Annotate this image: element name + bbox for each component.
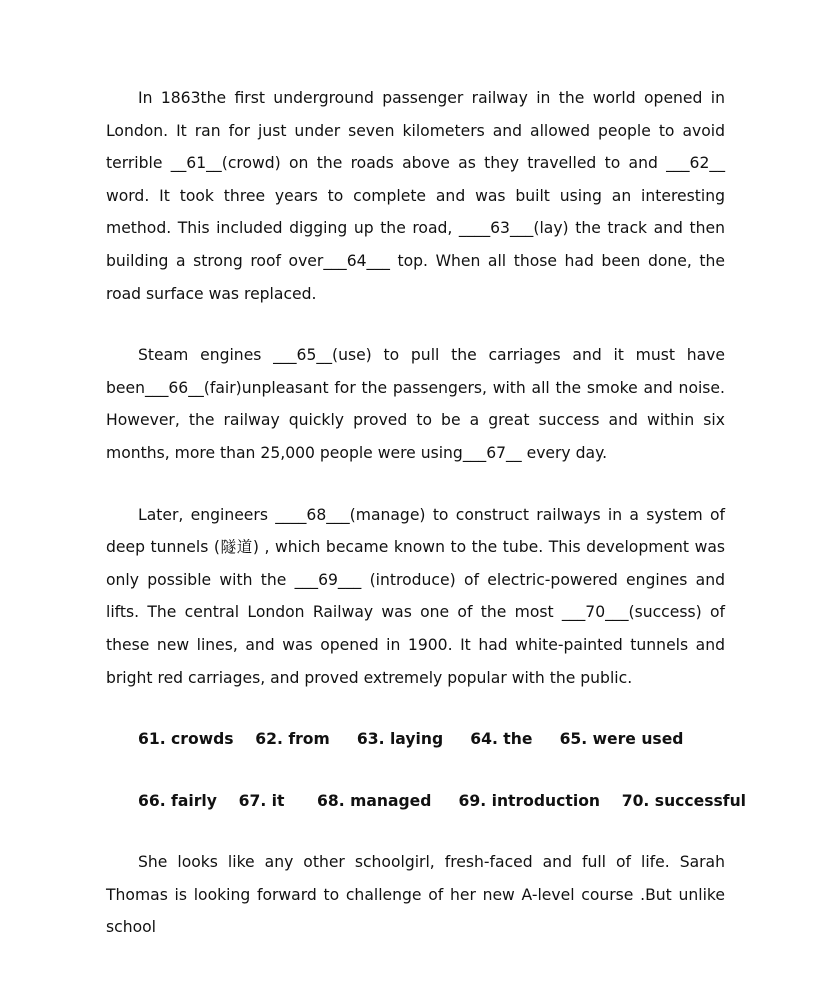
paragraph-steam-engines: Steam engines ___65__(use) to pull the carriages and it must have been___66__(fair)unpleasant for the passengers, with all the smoke and noise. However, the railway quickly proved to be a great success and within six months, more than 25,000 people were using___67__ every day.	[106, 346, 725, 462]
answer-key-line-1: 61. crowds 62. from 63. laying 64. the 65. were used	[138, 730, 684, 749]
document-page	[106, 82, 747, 944]
answer-key-line-2: 66. fairly 67. it 68. managed 69. introduction 70. successful	[138, 791, 747, 810]
paragraph-next-passage: She looks like any other schoolgirl, fresh-faced and full of life. Sarah Thomas is looking forward to challenge of her new A-level course .But unlike school	[106, 853, 725, 937]
paragraph-railway-history: In 1863the first underground passenger railway in the world opened in London. It ran for just under seven kilometers and allowed people to avoid terrible __61__(crowd) on the roads above as they travelled to and ___62__ word. It took three years to complete and was built using an interesting method. This included digging up the road, ____63___(lay) the track and then building a strong roof over___64___ top. When all those had been done, the road surface was replaced.	[106, 89, 725, 303]
paragraph-deep-tunnels: Later, engineers ____68___(manage) to construct railways in a system of deep tunnels (隧道) , which became known to the tube. This development was only possible with the ___69___ (introduce) of electric-powered engines and lifts. The central London Railway was one of the most ___70___(success) of these new lines, and was opened in 1900. It had white-painted tunnels and bright red carriages, and proved extremely popular with the public.	[106, 505, 725, 687]
